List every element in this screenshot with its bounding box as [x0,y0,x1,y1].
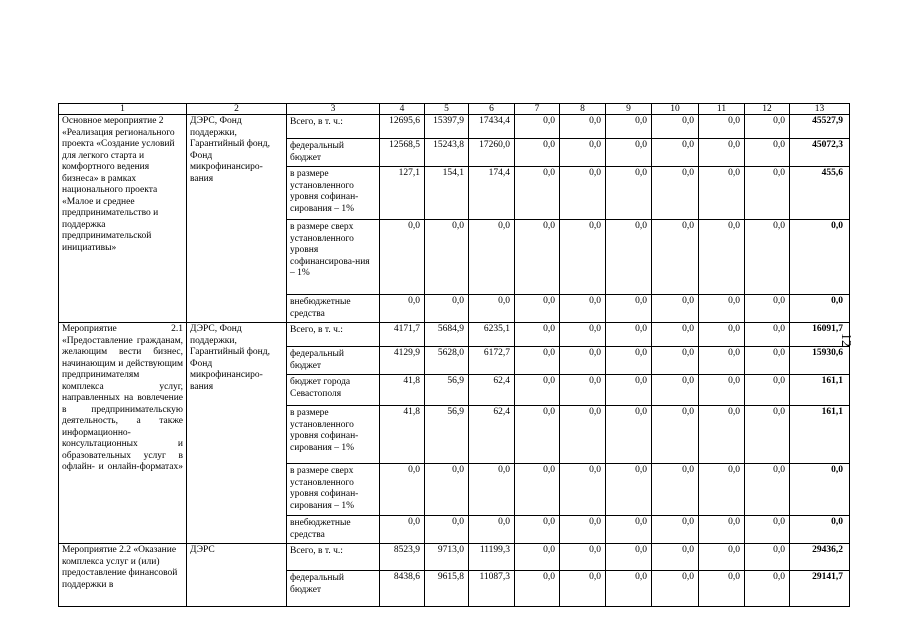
value-cell: 127,1 [380,167,425,220]
value-cell: 0,0 [560,406,606,464]
value-cell: 0,0 [745,295,790,323]
value-cell: 0,0 [560,115,606,139]
value-cell: 41,8 [380,375,425,406]
value-cell: 0,0 [699,347,745,375]
value-cell: 0,0 [699,375,745,406]
header-cell: 7 [515,104,560,115]
source-cell: федеральный бюджет [287,139,380,167]
value-cell: 0,0 [515,464,560,516]
value-cell: 0,0 [699,167,745,220]
total-cell: 161,1 [790,375,850,406]
total-cell: 15930,6 [790,347,850,375]
value-cell: 0,0 [699,464,745,516]
value-cell: 0,0 [606,375,652,406]
value-cell: 0,0 [652,295,699,323]
source-cell: Всего, в т. ч.: [287,544,380,571]
value-cell: 0,0 [560,220,606,295]
value-cell: 15243,8 [425,139,469,167]
value-cell: 0,0 [699,115,745,139]
value-cell: 0,0 [699,323,745,347]
value-cell: 0,0 [560,375,606,406]
value-cell: 8438,6 [380,571,425,607]
source-cell: федеральный бюджет [287,571,380,607]
value-cell: 11087,3 [469,571,515,607]
value-cell: 0,0 [606,544,652,571]
total-cell: 0,0 [790,220,850,295]
value-cell: 0,0 [606,295,652,323]
value-cell: 0,0 [425,295,469,323]
value-cell: 0,0 [515,295,560,323]
value-cell: 0,0 [560,295,606,323]
total-cell: 161,1 [790,406,850,464]
header-cell: 10 [652,104,699,115]
value-cell: 0,0 [380,516,425,544]
value-cell: 0,0 [652,375,699,406]
value-cell: 0,0 [652,323,699,347]
total-cell: 29436,2 [790,544,850,571]
value-cell: 0,0 [515,167,560,220]
value-cell: 0,0 [652,406,699,464]
value-cell: 0,0 [606,115,652,139]
source-cell: в размере установленного уровня софинан-сирования – 1% [287,406,380,464]
value-cell: 0,0 [606,220,652,295]
value-cell: 0,0 [425,464,469,516]
header-cell: 13 [790,104,850,115]
value-cell: 0,0 [652,544,699,571]
source-cell: Всего, в т. ч.: [287,115,380,139]
value-cell: 0,0 [699,544,745,571]
value-cell: 0,0 [515,571,560,607]
value-cell: 174,4 [469,167,515,220]
value-cell: 0,0 [560,544,606,571]
value-cell: 0,0 [699,295,745,323]
value-cell: 0,0 [469,464,515,516]
value-cell: 0,0 [606,323,652,347]
value-cell: 0,0 [606,139,652,167]
value-cell: 4129,9 [380,347,425,375]
value-cell: 0,0 [745,167,790,220]
value-cell: 0,0 [515,347,560,375]
value-cell: 0,0 [560,139,606,167]
source-cell: внебюджетные средства [287,516,380,544]
source-cell: федеральный бюджет [287,347,380,375]
value-cell: 0,0 [699,571,745,607]
header-cell: 2 [187,104,287,115]
value-cell: 0,0 [469,516,515,544]
value-cell: 17260,0 [469,139,515,167]
value-cell: 0,0 [745,406,790,464]
value-cell: 0,0 [515,375,560,406]
value-cell: 0,0 [560,464,606,516]
value-cell: 0,0 [425,516,469,544]
total-cell: 455,6 [790,167,850,220]
total-cell: 45072,3 [790,139,850,167]
value-cell: 0,0 [745,115,790,139]
value-cell: 0,0 [652,347,699,375]
value-cell: 0,0 [652,571,699,607]
total-cell: 45527,9 [790,115,850,139]
value-cell: 6172,7 [469,347,515,375]
source-cell: в размере установленного уровня софинан-сирования – 1% [287,167,380,220]
value-cell: 12568,5 [380,139,425,167]
activity-cell: Основное мероприятие 2 «Реализация регионального проекта «Создание условий для легкого старта и комфортного ведения бизнеса» в рамках национального проекта «Малое и среднее предпринимательство и поддержка предпринимательской инициативы» [59,115,187,323]
value-cell: 0,0 [652,115,699,139]
value-cell: 0,0 [606,347,652,375]
value-cell: 0,0 [745,375,790,406]
value-cell: 0,0 [699,139,745,167]
value-cell: 8523,9 [380,544,425,571]
table-row [59,544,850,571]
value-cell: 0,0 [745,464,790,516]
value-cell: 0,0 [469,295,515,323]
total-cell: 29141,7 [790,571,850,607]
header-cell: 6 [469,104,515,115]
header-cell: 5 [425,104,469,115]
executor-cell: ДЭРС, Фонд поддержки, Гарантийный фонд, Фонд микрофинансиро-вания [187,115,287,323]
header-cell: 9 [606,104,652,115]
value-cell: 0,0 [515,115,560,139]
value-cell: 12695,6 [380,115,425,139]
value-cell: 0,0 [699,220,745,295]
value-cell: 0,0 [745,323,790,347]
value-cell: 0,0 [745,516,790,544]
header-cell: 3 [287,104,380,115]
value-cell: 62,4 [469,406,515,464]
value-cell: 0,0 [606,571,652,607]
value-cell: 11199,3 [469,544,515,571]
value-cell: 0,0 [469,220,515,295]
value-cell: 0,0 [745,220,790,295]
value-cell: 0,0 [606,167,652,220]
value-cell: 56,9 [425,375,469,406]
value-cell: 62,4 [469,375,515,406]
header-cell: 12 [745,104,790,115]
value-cell: 0,0 [745,139,790,167]
value-cell: 0,0 [425,220,469,295]
value-cell: 0,0 [560,516,606,544]
value-cell: 5684,9 [425,323,469,347]
page-number: 12 [838,333,853,347]
executor-cell: ДЭРС, Фонд поддержки, Гарантийный фонд, Фонд микрофинансиро-вания [187,323,287,544]
value-cell: 56,9 [425,406,469,464]
value-cell: 0,0 [652,167,699,220]
budget-table [58,103,850,607]
header-cell: 8 [560,104,606,115]
value-cell: 0,0 [745,347,790,375]
total-cell: 0,0 [790,295,850,323]
value-cell: 0,0 [745,571,790,607]
value-cell: 0,0 [380,464,425,516]
value-cell: 5628,0 [425,347,469,375]
value-cell: 0,0 [515,544,560,571]
value-cell: 0,0 [606,464,652,516]
value-cell: 6235,1 [469,323,515,347]
total-cell: 16091,7 [790,323,850,347]
value-cell: 0,0 [652,464,699,516]
value-cell: 0,0 [699,406,745,464]
value-cell: 0,0 [652,220,699,295]
value-cell: 15397,9 [425,115,469,139]
value-cell: 0,0 [560,347,606,375]
value-cell: 41,8 [380,406,425,464]
value-cell: 0,0 [745,544,790,571]
value-cell: 0,0 [652,516,699,544]
value-cell: 0,0 [515,220,560,295]
source-cell: бюджет города Севастополя [287,375,380,406]
activity-cell: Мероприятие 2.2 «Оказание комплекса услуг и (или) предоставление финансовой поддержки в [59,544,187,607]
value-cell: 0,0 [699,516,745,544]
value-cell: 0,0 [560,167,606,220]
table-row [59,115,850,139]
source-cell: Всего, в т. ч.: [287,323,380,347]
value-cell: 0,0 [606,406,652,464]
value-cell: 0,0 [560,323,606,347]
value-cell: 0,0 [515,323,560,347]
total-cell: 0,0 [790,516,850,544]
value-cell: 0,0 [515,139,560,167]
value-cell: 0,0 [380,295,425,323]
value-cell: 9713,0 [425,544,469,571]
value-cell: 0,0 [560,571,606,607]
value-cell: 0,0 [515,406,560,464]
value-cell: 0,0 [652,139,699,167]
value-cell: 4171,7 [380,323,425,347]
source-cell: в размере сверх установленного уровня софинансирова-ния – 1% [287,220,380,295]
header-cell: 11 [699,104,745,115]
value-cell: 9615,8 [425,571,469,607]
header-cell: 1 [59,104,187,115]
value-cell: 0,0 [515,516,560,544]
executor-cell: ДЭРС [187,544,287,607]
source-cell: в размере сверх установленного уровня софинан-сирования – 1% [287,464,380,516]
header-row [59,104,850,115]
value-cell: 0,0 [606,516,652,544]
total-cell: 0,0 [790,464,850,516]
value-cell: 17434,4 [469,115,515,139]
value-cell: 0,0 [380,220,425,295]
activity-cell: Мероприятие 2.1 «Предоставление гражданам, желающим вести бизнес, начинающим и действующим предпринимателям комплекса услуг, направленных на вовлечение в предпринимательскую деятельность, а также информационно-консультационных и образовательных услуг в офлайн- и онлайн-форматах» [59,323,187,544]
header-cell: 4 [380,104,425,115]
source-cell: внебюджетные средства [287,295,380,323]
value-cell: 154,1 [425,167,469,220]
table-row [59,323,850,347]
